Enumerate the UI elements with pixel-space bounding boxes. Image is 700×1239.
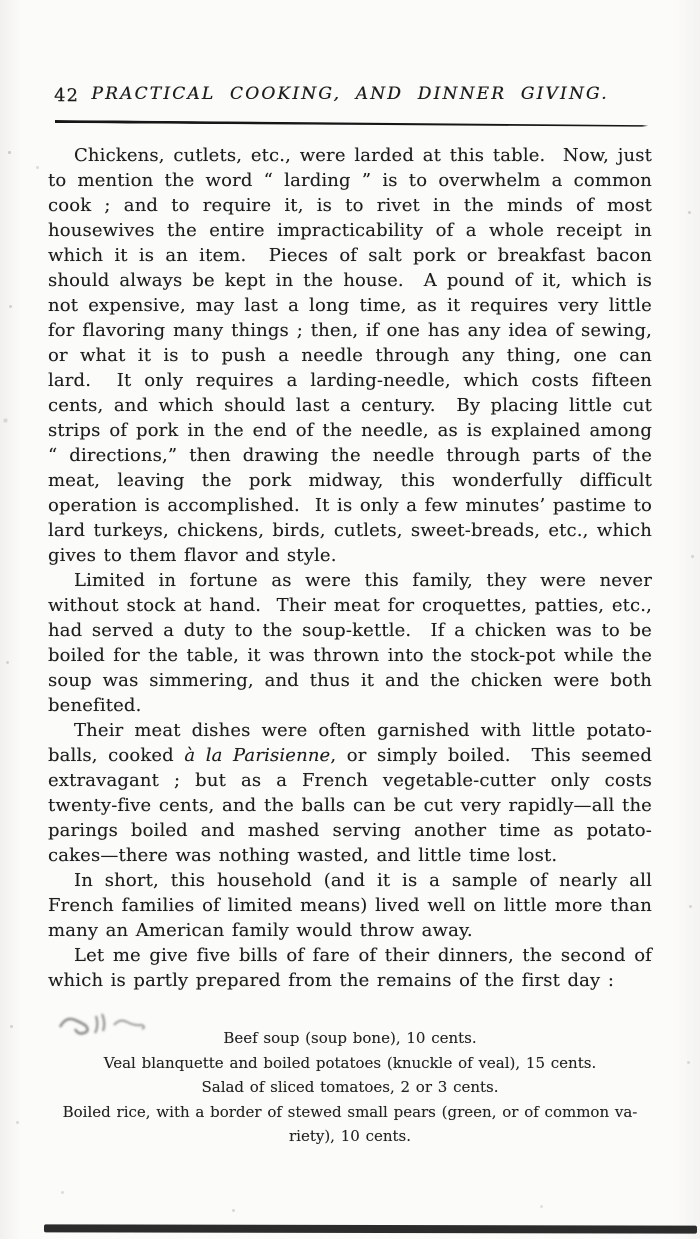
ink-smudge-artifact bbox=[56, 1008, 156, 1040]
paragraph-potato-balls bbox=[48, 718, 652, 868]
page-number: 42 bbox=[54, 85, 79, 106]
paragraph-potato-balls-text-cont: , or simply boiled. This seemed extravagant ; but as a French vegetable-cutter only costs twenty-five cents, and the balls can be cut very rapidly—all the parings boiled and mashed serving another time as potato-cakes—there was nothing wasted, and little time lost. bbox=[48, 745, 653, 866]
running-title: PRACTICAL COOKING, AND DINNER GIVING. bbox=[91, 84, 609, 104]
paragraph-larding: Chickens, cutlets, etc., were larded at this table. Now, just to mention the word “ larding ” is to overwhelm a common cook ; and to require it, is to rivet in the minds of most housewives the entire impracticability of a whole receipt in which it is an item. Pieces of salt pork or breakfast bacon should always be kept in the house. A pound of it, which is not expensive, may last a long time, as it requires very little for flavoring many things ; then, if one has any idea of sewing, or what it is to push a needle through any thing, one can lard. It only requires a larding-needle, which costs fifteen cents, and which should last a century. By placing little cut strips of pork in the end of the needle, as is explained among “ directions,” then drawing the needle through parts of the meat, leaving the pork midway, this wonderfully difficult operation is accomplished. It is only a few minutes’ pastime to lard turkeys, chickens, birds, cutlets, sweet-breads, etc., which gives to them flavor and style. bbox=[48, 145, 652, 566]
menu-line-salad: Salad of sliced tomatoes, 2 or 3 cents. bbox=[201, 1078, 499, 1096]
header-rule bbox=[55, 120, 648, 127]
body-text bbox=[48, 143, 652, 993]
menu-line-veal-blanquette: Veal blanquette and boiled potatoes (knuckle of veal), 15 cents. bbox=[103, 1053, 597, 1072]
menu-line-boiled-rice: Boiled rice, with a border of stewed small pears (green, or of common va- bbox=[62, 1102, 638, 1121]
menu-line-boiled-rice-cont: riety), 10 cents. bbox=[288, 1127, 412, 1145]
paragraph-bills-of-fare: Let me give five bills of fare of their dinners, the second of which is partly prepared from the remains of the first day : bbox=[48, 945, 652, 991]
paragraph-household: In short, this household (and it is a sample of nearly all French families of limited means) lived well on little more than many an American family would throw away. bbox=[48, 870, 652, 941]
scan-noise-specks bbox=[0, 0, 1, 1]
scan-edge-artifact bbox=[44, 1224, 697, 1233]
paragraph-potato-balls-text: Their meat dishes were often garnished with little potato-balls, cooked bbox=[48, 720, 652, 766]
menu-line-beef-soup: Beef soup (soup bone), 10 cents. bbox=[223, 1029, 477, 1047]
bill-of-fare-menu bbox=[48, 1026, 652, 1149]
italic-phrase-a-la-parisienne: à la Parisienne bbox=[184, 745, 331, 766]
paragraph-stock: Limited in fortune as were this family, they were never without stock at hand. Their meat for croquettes, patties, etc., had served a duty to the soup-kettle. If a chicken was to be boiled for the table, it was thrown into the stock-pot while the soup was simmering, and thus it and the chicken were both benefited. bbox=[48, 570, 652, 716]
page-header bbox=[48, 84, 652, 110]
